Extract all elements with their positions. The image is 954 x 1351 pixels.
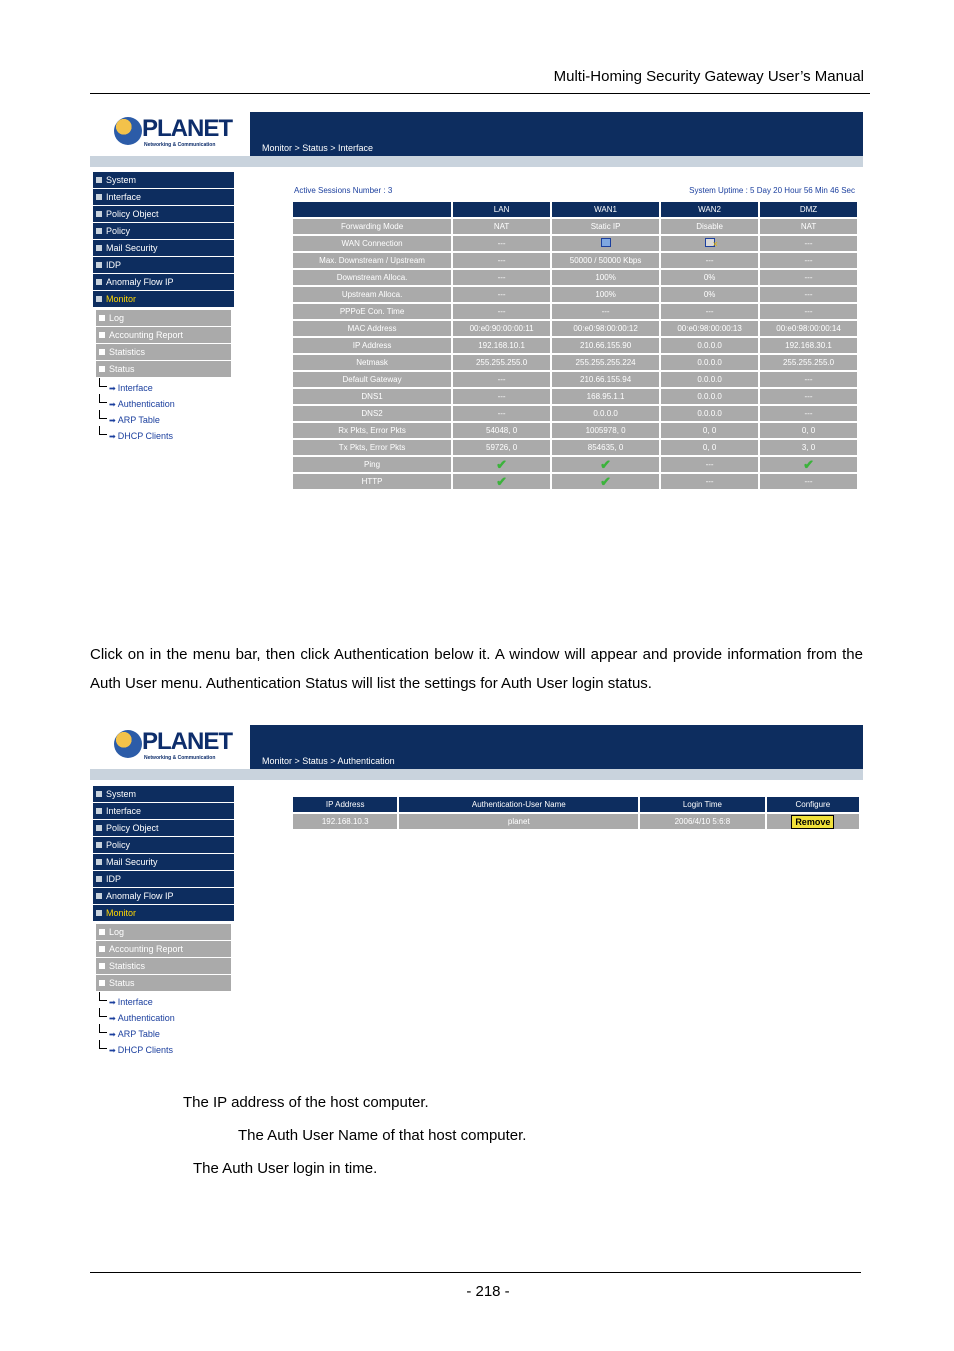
col-configure: Configure bbox=[767, 797, 859, 812]
cell-value: 0.0.0.0 bbox=[552, 406, 659, 421]
cell-value: 0.0.0.0 bbox=[661, 406, 758, 421]
submenu-statistics[interactable]: Statistics bbox=[96, 958, 231, 974]
arrow-right-icon: ➡ bbox=[109, 1046, 116, 1055]
cell-value: 0% bbox=[661, 287, 758, 302]
col-header: LAN bbox=[453, 202, 550, 217]
cell-value bbox=[661, 236, 758, 251]
cell-value: --- bbox=[760, 406, 857, 421]
arrow-right-icon: ➡ bbox=[109, 1014, 116, 1023]
cell-value: --- bbox=[661, 457, 758, 472]
cell-value: --- bbox=[453, 389, 550, 404]
row-label: WAN Connection bbox=[293, 236, 451, 251]
arrow-right-icon: ➡ bbox=[109, 998, 116, 1007]
submenu-accounting-report[interactable]: Accounting Report bbox=[96, 941, 231, 957]
top-bar bbox=[90, 725, 863, 769]
expand-box-icon bbox=[96, 211, 102, 217]
checkmark-icon: ✔ bbox=[600, 474, 612, 489]
cell-value: --- bbox=[453, 236, 550, 251]
cell-value: --- bbox=[453, 270, 550, 285]
banner bbox=[250, 112, 863, 156]
cell-value bbox=[552, 457, 659, 472]
cell-value: --- bbox=[760, 270, 857, 285]
cell-login-time: 2006/4/10 5:6:8 bbox=[640, 814, 764, 829]
cell-value: 00:e0:98:00:00:13 bbox=[661, 321, 758, 336]
cell-value: 0.0.0.0 bbox=[661, 389, 758, 404]
cell-value: --- bbox=[453, 372, 550, 387]
cell-value bbox=[552, 236, 659, 251]
cell-value: 0, 0 bbox=[661, 423, 758, 438]
cell-value: --- bbox=[661, 304, 758, 319]
expand-box-icon bbox=[96, 177, 102, 183]
remove-button[interactable]: Remove bbox=[791, 815, 834, 829]
table-row bbox=[293, 338, 857, 353]
submenu-log[interactable]: Log bbox=[96, 924, 231, 940]
submenu-log[interactable]: Log bbox=[96, 310, 231, 326]
cell-value: NAT bbox=[760, 219, 857, 234]
cell-value bbox=[760, 457, 857, 472]
instruction-paragraph: Click on in the menu bar, then click Authentication below it. A window will appear and provide information from the Auth User menu. Authentication Status will list the settings for Auth User login status. bbox=[90, 646, 863, 692]
menu-policy-object[interactable]: Policy Object bbox=[93, 206, 234, 222]
cell-value: 0, 0 bbox=[760, 423, 857, 438]
row-label: Rx Pkts, Error Pkts bbox=[293, 423, 451, 438]
table-row bbox=[293, 474, 857, 489]
breadcrumb: Monitor > Status > Authentication bbox=[262, 756, 395, 766]
network-disconnected-icon bbox=[705, 238, 718, 249]
menu-monitor[interactable]: Monitor bbox=[93, 291, 234, 307]
expand-box-icon bbox=[99, 332, 105, 338]
tree-line-icon bbox=[99, 1008, 107, 1017]
submenu-status[interactable]: Status bbox=[96, 361, 231, 377]
menu-policy-object[interactable]: Policy Object bbox=[93, 820, 234, 836]
leaf-dhcp-clients[interactable]: ➡ DHCP Clients bbox=[93, 1040, 234, 1056]
cell-value: --- bbox=[760, 474, 857, 489]
cell-value: 168.95.1.1 bbox=[552, 389, 659, 404]
cell-value: NAT bbox=[453, 219, 550, 234]
cell-value: 854635, 0 bbox=[552, 440, 659, 455]
cell-value: 0.0.0.0 bbox=[661, 338, 758, 353]
submenu-accounting-report[interactable]: Accounting Report bbox=[96, 327, 231, 343]
leaf-authentication[interactable]: ➡ Authentication bbox=[93, 1008, 234, 1024]
authentication-status-screenshot bbox=[90, 725, 863, 1065]
cell-value: 0.0.0.0 bbox=[661, 355, 758, 370]
cell-user: planet bbox=[399, 814, 638, 829]
arrow-right-icon: ➡ bbox=[109, 416, 116, 425]
cell-value: Static IP bbox=[552, 219, 659, 234]
col-login-time: Login Time bbox=[640, 797, 764, 812]
leaf-arp-table[interactable]: ➡ ARP Table bbox=[93, 410, 234, 426]
planet-logo: PLANET Networking & Communication bbox=[90, 112, 250, 156]
collapse-box-icon bbox=[96, 296, 102, 302]
menu-idp[interactable]: IDP bbox=[93, 257, 234, 273]
menu-policy[interactable]: Policy bbox=[93, 837, 234, 853]
document-header: Multi-Homing Security Gateway User’s Manual bbox=[553, 68, 864, 85]
cell-value: 255.255.255.0 bbox=[453, 355, 550, 370]
tree-line-icon bbox=[99, 426, 107, 435]
cell-value: --- bbox=[552, 304, 659, 319]
tree-line-icon bbox=[99, 410, 107, 419]
tree-line-icon bbox=[99, 1024, 107, 1033]
row-label: Max. Downstream / Upstream bbox=[293, 253, 451, 268]
table-row bbox=[293, 372, 857, 387]
leaf-interface[interactable]: ➡ Interface bbox=[93, 992, 234, 1008]
row-label: Netmask bbox=[293, 355, 451, 370]
expand-box-icon bbox=[99, 946, 105, 952]
tree-line-icon bbox=[99, 1040, 107, 1049]
cell-value: --- bbox=[760, 287, 857, 302]
arrow-right-icon: ➡ bbox=[109, 1030, 116, 1039]
interface-status-screenshot bbox=[90, 112, 863, 507]
top-bar bbox=[90, 112, 863, 156]
logo-globe-icon bbox=[114, 730, 142, 758]
tree-line-icon bbox=[99, 378, 107, 387]
table-row bbox=[293, 236, 857, 251]
row-label: PPPoE Con. Time bbox=[293, 304, 451, 319]
row-label: Downstream Alloca. bbox=[293, 270, 451, 285]
col-auth-user-name: Authentication-User Name bbox=[399, 797, 638, 812]
cell-value: 255.255.255.0 bbox=[760, 355, 857, 370]
cell-value: 0% bbox=[661, 270, 758, 285]
menu-mail-security[interactable]: Mail Security bbox=[93, 240, 234, 256]
expand-box-icon bbox=[96, 245, 102, 251]
cell-value: 255.255.255.224 bbox=[552, 355, 659, 370]
menu-anomaly-flow-ip[interactable]: Anomaly Flow IP bbox=[93, 888, 234, 904]
page-number: - 218 - bbox=[466, 1283, 510, 1300]
checkmark-icon: ✔ bbox=[600, 457, 612, 472]
cell-value: Disable bbox=[661, 219, 758, 234]
cell-value: --- bbox=[760, 253, 857, 268]
table-row bbox=[293, 355, 857, 370]
table-row bbox=[293, 406, 857, 421]
cell-value: 210.66.155.90 bbox=[552, 338, 659, 353]
menu-system[interactable]: System bbox=[93, 172, 234, 188]
table-row bbox=[293, 321, 857, 336]
row-label: Default Gateway bbox=[293, 372, 451, 387]
row-label: Upstream Alloca. bbox=[293, 287, 451, 302]
grey-strip bbox=[90, 156, 863, 167]
desc-auth-user-name: The Auth User Name of that host computer. bbox=[238, 1127, 527, 1144]
expand-box-icon bbox=[99, 963, 105, 969]
table-row bbox=[293, 389, 857, 404]
cell-value: 00:e0:98:00:00:12 bbox=[552, 321, 659, 336]
interface-status-table bbox=[291, 200, 859, 491]
cell-value: 0.0.0.0 bbox=[661, 372, 758, 387]
red-x-icon: × bbox=[712, 239, 718, 249]
row-label: DNS1 bbox=[293, 389, 451, 404]
table-row bbox=[293, 304, 857, 319]
checkmark-icon: ✔ bbox=[496, 474, 508, 489]
menu-interface[interactable]: Interface bbox=[93, 803, 234, 819]
col-header: WAN2 bbox=[661, 202, 758, 217]
leaf-arp-table[interactable]: ➡ ARP Table bbox=[93, 1024, 234, 1040]
expand-box-icon bbox=[96, 893, 102, 899]
cell-value: 100% bbox=[552, 287, 659, 302]
menu-policy[interactable]: Policy bbox=[93, 223, 234, 239]
tree-line-icon bbox=[99, 394, 107, 403]
row-label: DNS2 bbox=[293, 406, 451, 421]
logo-globe-icon bbox=[114, 117, 142, 145]
arrow-right-icon: ➡ bbox=[109, 400, 116, 409]
header-rule bbox=[90, 93, 870, 94]
desc-ip-address: The IP address of the host computer. bbox=[183, 1094, 429, 1111]
row-label: MAC Address bbox=[293, 321, 451, 336]
table-row bbox=[293, 457, 857, 472]
authentication-table bbox=[291, 795, 861, 831]
cell-value: 192.168.30.1 bbox=[760, 338, 857, 353]
expand-box-icon bbox=[96, 194, 102, 200]
expand-box-icon bbox=[96, 791, 102, 797]
cell-value: --- bbox=[453, 304, 550, 319]
cell-value: --- bbox=[760, 389, 857, 404]
cell-value: --- bbox=[453, 287, 550, 302]
active-sessions: Active Sessions Number : 3 bbox=[294, 186, 393, 195]
cell-value: --- bbox=[453, 253, 550, 268]
arrow-right-icon: ➡ bbox=[109, 432, 116, 441]
table-row bbox=[293, 270, 857, 285]
leaf-interface[interactable]: ➡ Interface bbox=[93, 378, 234, 394]
arrow-right-icon: ➡ bbox=[109, 384, 116, 393]
side-menu bbox=[93, 786, 234, 1056]
cell-value: --- bbox=[453, 406, 550, 421]
table-row bbox=[293, 440, 857, 455]
cell-value: 0, 0 bbox=[661, 440, 758, 455]
cell-configure bbox=[767, 814, 859, 829]
side-menu bbox=[93, 172, 234, 442]
col-ip-address: IP Address bbox=[293, 797, 397, 812]
row-label: HTTP bbox=[293, 474, 451, 489]
cell-value: 100% bbox=[552, 270, 659, 285]
desc-login-time: The Auth User login in time. bbox=[193, 1160, 378, 1177]
cell-value: 00:e0:98:00:00:14 bbox=[760, 321, 857, 336]
row-label: Tx Pkts, Error Pkts bbox=[293, 440, 451, 455]
expand-box-icon bbox=[99, 929, 105, 935]
col-header: WAN1 bbox=[552, 202, 659, 217]
checkmark-icon: ✔ bbox=[803, 457, 814, 472]
submenu-statistics[interactable]: Statistics bbox=[96, 344, 231, 360]
planet-logo: PLANET Networking & Communication bbox=[90, 725, 250, 769]
submenu-status[interactable]: Status bbox=[96, 975, 231, 991]
menu-interface[interactable]: Interface bbox=[93, 189, 234, 205]
breadcrumb: Monitor > Status > Interface bbox=[262, 143, 374, 153]
row-label: IP Address bbox=[293, 338, 451, 353]
cell-value: 1005978, 0 bbox=[552, 423, 659, 438]
expand-box-icon bbox=[96, 228, 102, 234]
cell-value: --- bbox=[760, 304, 857, 319]
menu-mail-security[interactable]: Mail Security bbox=[93, 854, 234, 870]
row-label: Ping bbox=[293, 457, 451, 472]
cell-value: 3, 0 bbox=[760, 440, 857, 455]
leaf-dhcp-clients[interactable]: ➡ DHCP Clients bbox=[93, 426, 234, 442]
expand-box-icon bbox=[96, 808, 102, 814]
menu-anomaly-flow-ip[interactable]: Anomaly Flow IP bbox=[93, 274, 234, 290]
menu-system[interactable]: System bbox=[93, 786, 234, 802]
collapse-box-icon bbox=[96, 910, 102, 916]
banner bbox=[250, 725, 863, 769]
table-row bbox=[293, 814, 859, 829]
checkmark-icon: ✔ bbox=[496, 457, 508, 472]
cell-value bbox=[552, 474, 659, 489]
cell-value: 59726, 0 bbox=[453, 440, 550, 455]
cell-value: 210.66.155.94 bbox=[552, 372, 659, 387]
tree-line-icon bbox=[99, 992, 107, 1001]
cell-value: 50000 / 50000 Kbps bbox=[552, 253, 659, 268]
leaf-authentication[interactable]: ➡ Authentication bbox=[93, 394, 234, 410]
expand-box-icon bbox=[96, 825, 102, 831]
cell-value: 54048, 0 bbox=[453, 423, 550, 438]
expand-box-icon bbox=[96, 842, 102, 848]
cell-value: --- bbox=[661, 474, 758, 489]
expand-box-icon bbox=[96, 262, 102, 268]
collapse-box-icon bbox=[99, 980, 105, 986]
expand-box-icon bbox=[96, 279, 102, 285]
footer-rule bbox=[90, 1272, 861, 1273]
expand-box-icon bbox=[99, 349, 105, 355]
menu-idp[interactable]: IDP bbox=[93, 871, 234, 887]
cell-value: --- bbox=[661, 253, 758, 268]
cell-value bbox=[453, 474, 550, 489]
network-connected-icon bbox=[601, 238, 611, 247]
menu-monitor[interactable]: Monitor bbox=[93, 905, 234, 921]
grey-strip bbox=[90, 769, 863, 780]
expand-box-icon bbox=[96, 876, 102, 882]
col-header bbox=[293, 202, 451, 217]
row-label: Forwarding Mode bbox=[293, 219, 451, 234]
cell-value: --- bbox=[760, 236, 857, 251]
cell-ip: 192.168.10.3 bbox=[293, 814, 397, 829]
col-header: DMZ bbox=[760, 202, 857, 217]
table-row bbox=[293, 219, 857, 234]
cell-value: 192.168.10.1 bbox=[453, 338, 550, 353]
table-row bbox=[293, 423, 857, 438]
table-row bbox=[293, 253, 857, 268]
collapse-box-icon bbox=[99, 366, 105, 372]
expand-box-icon bbox=[99, 315, 105, 321]
table-row bbox=[293, 287, 857, 302]
expand-box-icon bbox=[96, 859, 102, 865]
cell-value: 00:e0:90:00:00:11 bbox=[453, 321, 550, 336]
system-uptime: System Uptime : 5 Day 20 Hour 56 Min 46 Sec bbox=[689, 186, 855, 195]
cell-value bbox=[453, 457, 550, 472]
cell-value: --- bbox=[760, 372, 857, 387]
